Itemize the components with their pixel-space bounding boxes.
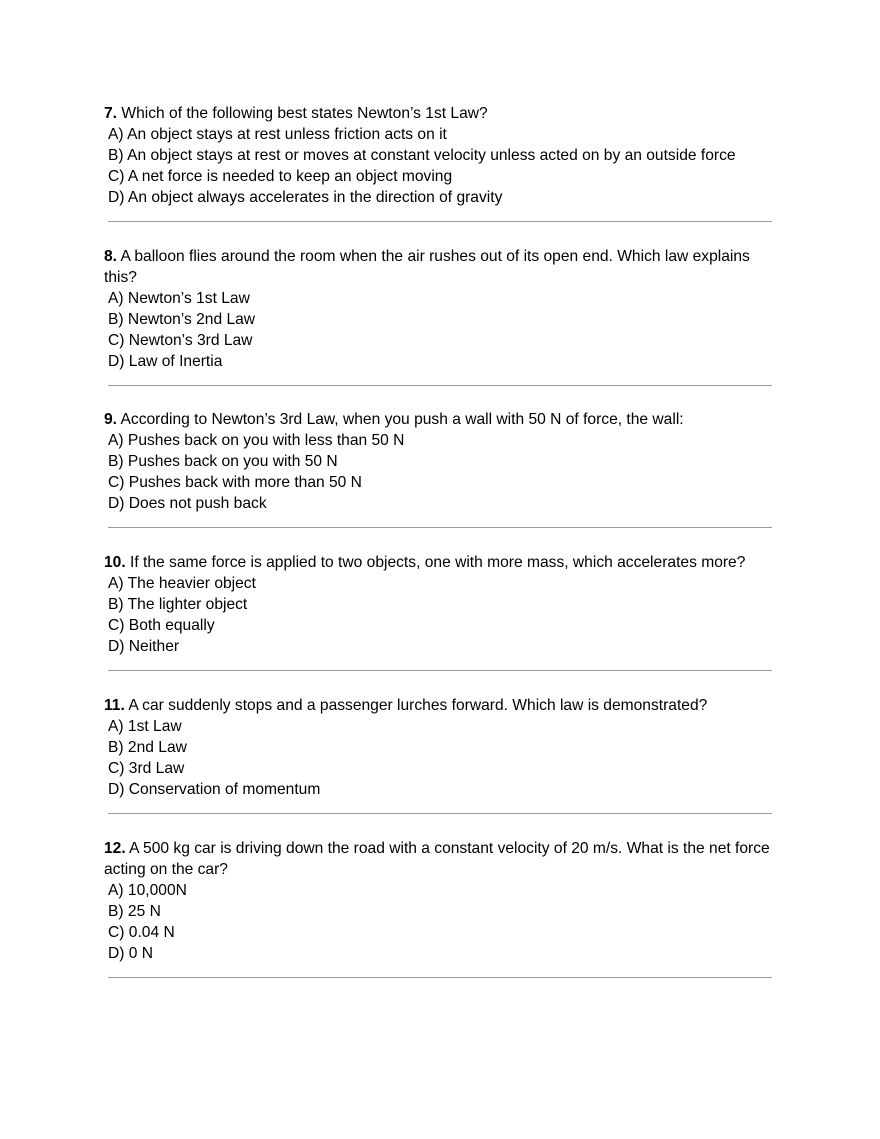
question-text: A car suddenly stops and a passenger lurches forward. Which law is demonstrated? [128,697,708,714]
divider [108,385,772,386]
question-stem [104,695,772,716]
option-b: B) 2nd Law [108,739,187,756]
question-stem [104,552,772,573]
option-d: D) Does not push back [108,495,267,512]
question-text: According to Newton’s 3rd Law, when you push a wall with 50 N of force, the wall: [120,411,684,428]
question-text: A 500 kg car is driving down the road with a constant velocity of 20 m/s. What is the net force acting on the car? [104,840,770,878]
option-c: C) 3rd Law [108,760,185,777]
option-a: A) The heavier object [108,575,256,592]
option-b: B) An object stays at rest or moves at constant velocity unless acted on by an outside force [108,147,736,164]
question-number: 7. [104,105,118,122]
question-text: A balloon flies around the room when the air rushes out of its open end. Which law explains this? [104,248,750,286]
question-number: 9. [104,411,118,428]
option-b: B) Pushes back on you with 50 N [108,453,338,470]
question-number: 10. [104,554,126,571]
option-d: D) Neither [108,638,180,655]
question-text: Which of the following best states Newton’s 1st Law? [121,105,488,122]
question-number: 8. [104,248,118,265]
question-stem [104,246,772,288]
question-stem [104,103,772,124]
option-d: D) Law of Inertia [108,353,223,370]
divider [108,527,772,528]
question-11 [104,695,772,814]
divider [108,813,772,814]
option-a: A) Pushes back on you with less than 50 N [108,432,405,449]
question-10 [104,552,772,671]
question-number: 12. [104,840,126,857]
option-a: A) An object stays at rest unless friction acts on it [108,126,447,143]
question-text: If the same force is applied to two objects, one with more mass, which accelerates more? [130,554,746,571]
option-a: A) 1st Law [108,718,182,735]
option-c: C) Newton’s 3rd Law [108,332,253,349]
option-a: A) Newton’s 1st Law [108,290,250,307]
option-b: B) The lighter object [108,596,248,613]
divider [108,977,772,978]
question-12 [104,838,772,978]
option-c: C) Both equally [108,617,215,634]
option-c: C) A net force is needed to keep an object moving [108,168,453,185]
question-number: 11. [104,697,125,714]
option-b: B) 25 N [108,903,161,920]
option-c: C) 0.04 N [108,924,175,941]
option-b: B) Newton’s 2nd Law [108,311,256,328]
option-d: D) Conservation of momentum [108,781,321,798]
option-d: D) An object always accelerates in the direction of gravity [108,189,503,206]
question-stem [104,409,772,430]
divider [108,670,772,671]
option-d: D) 0 N [108,945,154,962]
option-c: C) Pushes back with more than 50 N [108,474,362,491]
divider [108,221,772,222]
option-a: A) 10,000N [108,882,187,899]
question-8 [104,246,772,386]
question-9 [104,409,772,528]
question-7 [104,103,772,222]
question-stem [104,838,772,880]
